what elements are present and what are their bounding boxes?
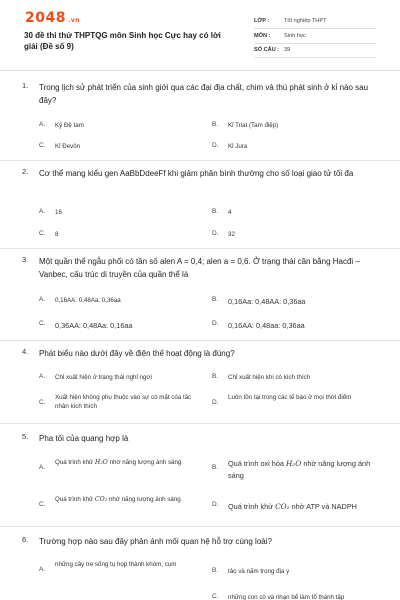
- question-stem: Phát biểu nào dưới đây về điện thế hoạt động là đúng?: [39, 349, 235, 358]
- option-letter: A.: [39, 373, 46, 380]
- chemical-formula: H₂O: [94, 459, 108, 466]
- option-text: 8: [55, 231, 59, 238]
- option-letter: B.: [212, 464, 219, 471]
- document-title: 30 đề thi thử THPTQG môn Sinh học Cực hay có lời giải (Đề số 9): [24, 31, 221, 51]
- option-text: tảo và nấm trong địa y: [228, 568, 290, 575]
- option-text: Luôn tồn tại trong các tế bào ở mọi thời điểm: [228, 394, 352, 401]
- option-text: 32: [228, 231, 235, 238]
- question-number: 2.: [22, 167, 29, 176]
- question-stem: Pha tối của quang hợp là: [39, 434, 129, 443]
- question-divider: [0, 160, 400, 161]
- chemical-formula: CO₂: [275, 502, 290, 511]
- option-text: Kỉ Jura: [228, 143, 248, 150]
- option-letter: D.: [212, 501, 219, 508]
- option-letter: A.: [39, 121, 46, 128]
- question-number: 4.: [22, 347, 29, 356]
- option-text: Chỉ xuất hiện khi có kích thích: [228, 374, 311, 381]
- question-divider: [0, 526, 400, 527]
- option-text: [55, 495, 205, 504]
- option-text: những cây tre sống tụ họp thành khóm, cụm: [55, 561, 177, 568]
- chemical-formula: CO₂: [94, 496, 108, 503]
- option-text-start: Quá trình khử: [55, 459, 95, 466]
- option-letter: B.: [212, 373, 219, 380]
- question-divider: [0, 340, 400, 341]
- meta-key: MÔN :: [254, 33, 271, 39]
- option-text: [55, 458, 205, 467]
- question-divider: [0, 248, 400, 249]
- option-text: 0,16Aa: 0,48AA: 0,36aa: [228, 297, 306, 306]
- document-header: [0, 0, 400, 71]
- logo-suffix: .vn: [67, 17, 80, 24]
- option-text-start: Quá trình oxi hóa: [228, 459, 287, 468]
- option-letter: B.: [212, 296, 219, 303]
- meta-key: LỚP :: [254, 18, 270, 24]
- option-letter: A.: [39, 566, 46, 573]
- option-letter: C.: [39, 142, 46, 149]
- question-number: 5.: [22, 432, 29, 441]
- option-text: 0,16AA: 0,48Aa: 0,36aa: [55, 297, 121, 304]
- question-number: 1.: [22, 81, 29, 90]
- option-letter: C.: [39, 399, 46, 406]
- option-letter: D.: [212, 320, 219, 327]
- option-text: 0,36AA: 0,48Aa: 0,16aa: [55, 321, 133, 330]
- option-text-end: nhờ năng lượng ánh sáng: [107, 496, 181, 503]
- option-text: 16: [55, 209, 62, 216]
- meta-value: Sinh học: [284, 33, 306, 39]
- chemical-formula: H₂O: [286, 459, 302, 468]
- meta-value: Tốt nghiệp THPT: [284, 18, 327, 24]
- option-letter: D.: [212, 399, 219, 406]
- option-text: Kỷ Đệ tam: [55, 122, 84, 129]
- question-number: 6.: [22, 535, 29, 544]
- option-letter: A.: [39, 464, 46, 471]
- option-text: [228, 501, 398, 513]
- option-letter: A.: [39, 208, 46, 215]
- question-stem: Một quần thể ngẫu phối có tần số alen A = 0,4; alen a = 0,6. Ở trạng thái cân bằng Hacđi – Vanbec, cấu trúc di truyền của quần thể là: [39, 257, 360, 279]
- question-stem: Cơ thể mang kiểu gen AaBbDdeeFf khi giảm phân bình thường cho số loại giao tử tối đa: [39, 169, 354, 178]
- option-text-end: nhờ năng lượng ánh sáng: [228, 459, 371, 480]
- logo-text: 2048: [25, 10, 66, 26]
- option-text-start: Quá trình khử: [228, 502, 276, 511]
- option-letter: C.: [39, 501, 46, 508]
- option-letter: B.: [212, 121, 219, 128]
- question-divider: [0, 423, 400, 424]
- option-text: Xuất hiện không phụ thuộc vào sự có mặt của tác nhân kích thích: [55, 394, 192, 410]
- meta-row-class: [254, 16, 376, 29]
- question-stem: Trường hợp nào sau đây phản ánh mối quan hệ hỗ trợ cùng loài?: [39, 537, 272, 546]
- meta-key: SỐ CÂU :: [254, 47, 280, 53]
- option-text-end: nhờ ATP và NADPH: [289, 502, 357, 511]
- option-text-end: nhờ năng lượng ánh sáng: [107, 459, 182, 466]
- question-stem: Trong lịch sử phát triển của sinh giới qua các đại địa chất, chim và thú phát sinh ở kỉ nào sau đây?: [39, 83, 369, 105]
- option-letter: B.: [212, 208, 219, 215]
- option-text: những con cò và nhạn bể làm tổ thành tập: [228, 594, 345, 600]
- option-text-start: Quá trình khử: [55, 496, 95, 503]
- option-letter: B.: [212, 567, 219, 574]
- option-text: [228, 458, 378, 482]
- option-letter: D.: [212, 230, 219, 237]
- option-letter: D.: [212, 142, 219, 149]
- option-text: Kỉ Triat (Tam điệp): [228, 122, 279, 129]
- option-letter: C.: [212, 593, 219, 600]
- option-letter: C.: [39, 320, 46, 327]
- meta-row-subject: [254, 31, 376, 44]
- option-text: 0,16AA: 0,48aa: 0,36aa: [228, 321, 305, 330]
- meta-row-count: [254, 45, 376, 58]
- option-letter: A.: [39, 296, 46, 303]
- option-text: Chỉ xuất hiện ở trạng thái nghỉ ngơi: [55, 374, 152, 381]
- option-text: Kỉ Đevôn: [55, 143, 81, 150]
- site-logo[interactable]: [25, 10, 80, 26]
- meta-value: 39: [284, 47, 291, 53]
- option-text: 4: [228, 209, 232, 216]
- option-letter: C.: [39, 230, 46, 237]
- question-number: 3.: [22, 255, 29, 264]
